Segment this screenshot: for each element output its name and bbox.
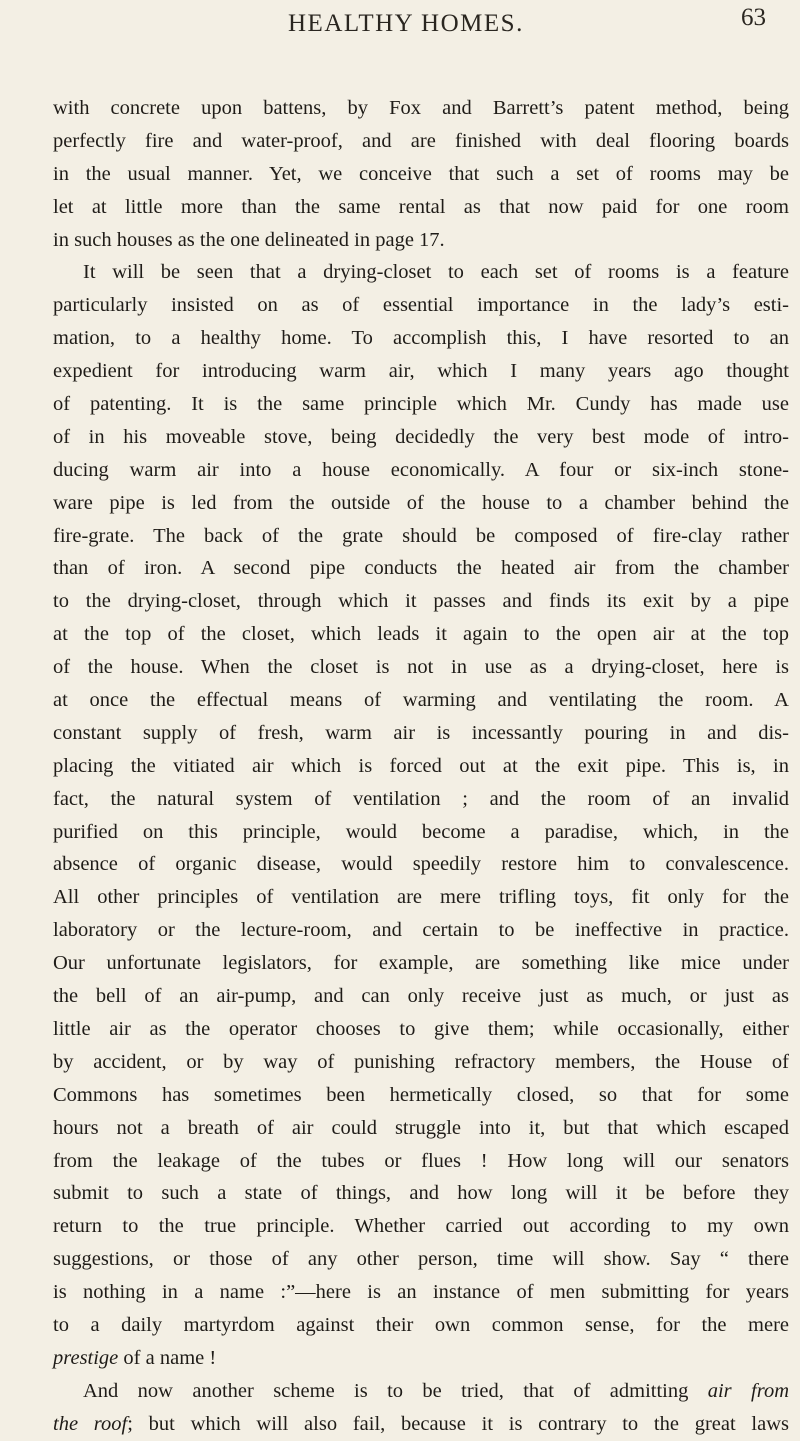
text-line: return to the true principle. Whether carried out according to my own: [53, 1215, 789, 1238]
text-line: expedient for introducing warm air, which I many years ago thought: [53, 360, 789, 383]
paragraph: [53, 1375, 789, 1441]
text-line: of in his moveable stove, being decidedly the very best mode of intro-: [53, 425, 789, 448]
page-number: 63: [741, 4, 766, 31]
text-fragment: of a name !: [118, 1346, 217, 1369]
text-line: of the house. When the closet is not in use as a drying-closet, here is: [53, 656, 789, 679]
text-line: Our unfortunate legislators, for example, are something like mice under: [53, 952, 789, 975]
text-line: to a daily martyrdom against their own common sense, for the mere: [53, 1313, 789, 1336]
paragraph: [53, 256, 789, 1374]
text-line: of patenting. It is the same principle which Mr. Cundy has made use: [53, 393, 789, 416]
paragraph: [53, 92, 789, 256]
text-line: at the top of the closet, which leads it again to the open air at the top: [53, 623, 789, 646]
italic-phrase: the roof: [53, 1412, 128, 1435]
text-line: let at little more than the same rental as that now paid for one room: [53, 195, 789, 218]
running-title: HEALTHY HOMES.: [288, 10, 524, 37]
text-line: hours not a breath of air could struggle into it, but that which escaped: [53, 1116, 789, 1139]
italic-word: prestige: [53, 1346, 119, 1369]
body-text: [53, 92, 789, 1441]
text-line: All other principles of ventilation are mere trifling toys, fit only for the: [53, 886, 789, 909]
text-line: placing the vitiated air which is forced out at the exit pipe. This is, in: [53, 754, 789, 777]
text-line: at once the effectual means of warming and ventilating the room. A: [53, 689, 789, 712]
text-line: suggestions, or those of any other person, time will show. Say “ there: [53, 1248, 789, 1271]
text-line: than of iron. A second pipe conducts the heated air from the chamber: [53, 557, 789, 580]
text-line: perfectly fire and water-proof, and are finished with deal flooring boards: [53, 129, 789, 152]
text-line: to the drying-closet, through which it passes and finds its exit by a pipe: [53, 590, 789, 613]
text-line: ware pipe is led from the outside of the house to a chamber behind the: [53, 491, 789, 514]
text-line: [53, 1375, 789, 1408]
text-line: [53, 1408, 789, 1441]
text-line: laboratory or the lecture-room, and certain to be ineffective in practice.: [53, 919, 789, 942]
text-line: absence of organic disease, would speedily restore him to convalescence.: [53, 853, 789, 876]
text-line: purified on this principle, would become a paradise, which, in the: [53, 820, 789, 843]
text-line: little air as the operator chooses to give them; while occasionally, either: [53, 1017, 789, 1040]
text-line: It will be seen that a drying-closet to each set of rooms is a feature: [83, 261, 789, 284]
text-line: submit to such a state of things, and how long will it be before they: [53, 1182, 789, 1205]
text-line: in such houses as the one delineated in page 17.: [53, 228, 445, 251]
text-line: from the leakage of the tubes or flues ! How long will our senators: [53, 1149, 789, 1172]
italic-phrase: air from: [707, 1379, 789, 1402]
text-line: with concrete upon battens, by Fox and Barrett’s patent method, being: [53, 97, 789, 119]
text-line: ducing warm air into a house economically. A four or six-inch stone-: [53, 458, 789, 481]
text-line: constant supply of fresh, warm air is incessantly pouring in and dis-: [53, 721, 789, 744]
text-fragment: And now another scheme is to be tried, that of admitting: [83, 1379, 708, 1402]
text-line: by accident, or by way of punishing refractory members, the House of: [53, 1050, 789, 1073]
text-line: the bell of an air-pump, and can only receive just as much, or just as: [53, 985, 789, 1008]
text-line: fact, the natural system of ventilation ; and the room of an invalid: [53, 787, 789, 810]
text-line: fire-grate. The back of the grate should be composed of fire-clay rather: [53, 524, 789, 547]
text-line: in the usual manner. Yet, we conceive that such a set of rooms may be: [53, 162, 789, 185]
text-line: mation, to a healthy home. To accomplish this, I have resorted to an: [53, 327, 789, 350]
text-line: is nothing in a name :”—here is an instance of men submitting for years: [53, 1281, 789, 1304]
text-line: [53, 1342, 789, 1375]
text-line: particularly insisted on as of essential importance in the lady’s esti-: [53, 294, 789, 317]
text-fragment: ; but which will also fail, because it is contrary to the great laws: [127, 1412, 789, 1435]
text-line: Commons has sometimes been hermetically closed, so that for some: [53, 1083, 789, 1106]
